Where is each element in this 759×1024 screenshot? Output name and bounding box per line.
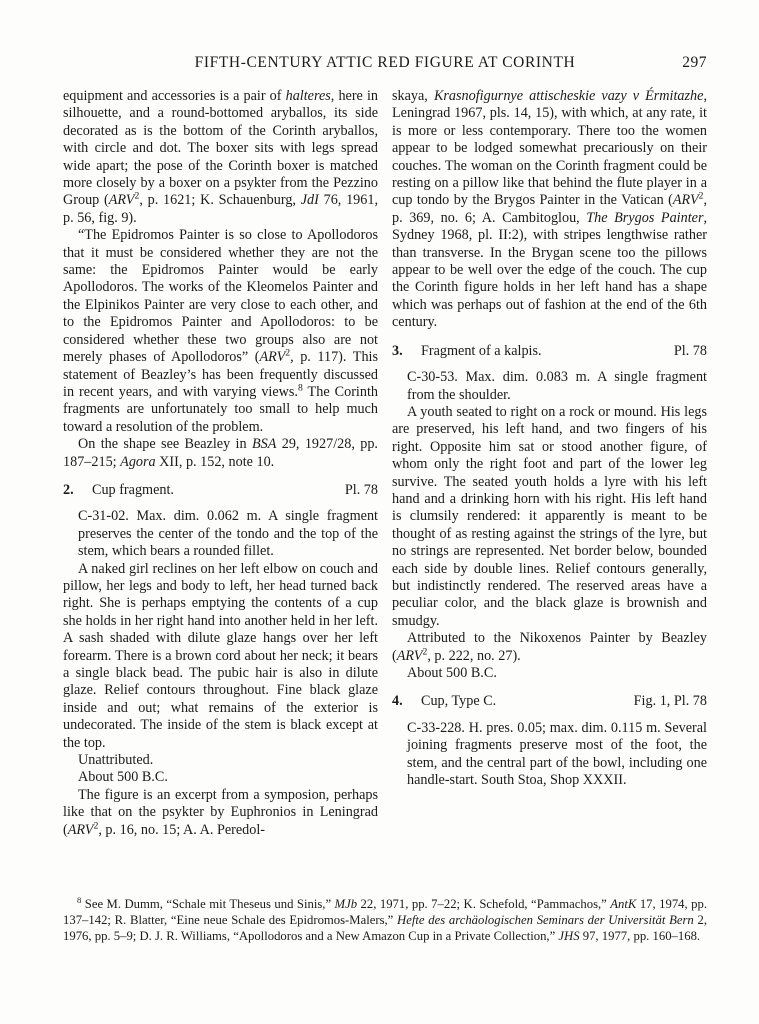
catalog-entry-4-heading <box>392 693 707 710</box>
page-header <box>63 54 707 72</box>
entry-2-number: 2. <box>63 481 74 498</box>
paragraph-peredolskaya-continuation: skaya, Krasnofigurnye attischeskie vazy v Érmitazhe, Leningrad 1967, pls. 14, 15), with which, at any rate, it is more or less contemporary. There too the women appear to be lodged somewhat precariously on their couches. The woman on the Corinth fragment could be resting on a pillow like that behind the flute player in a cup tondo by the Brygos Painter in the Vatican (ARV$^2$, p. 369, no. 6; A. Cambitoglou, The Brygos Painter, Sydney 1968, pl. II:2), with stripes lengthwise rather than transverse. In the Brygan scene too the pillows appear to be well over the edge of the couch. The cup the Corinth figure holds in her left hand has a shape which was perhaps out of fashion at the end of the 6th century. <box>392 88 708 331</box>
entry-3-plate-ref: Pl. 78 <box>673 342 707 359</box>
line-unattributed: Unattributed. <box>78 752 154 769</box>
entry-4-description: C-33-228. H. pres. 0.05; max. dim. 0.115 m. Several joining fragments preserve most of the foot, the stem, and the central part of the bowl, including one handle-start. South Stoa, Shop XXXII. <box>407 719 707 789</box>
paragraph-symposion: The figure is an excerpt from a symposion, perhaps like that on the psykter by Euphronios in Leningrad (ARV$^2$, p. 16, no. 15; A. A. Peredol- <box>63 786 378 838</box>
text-columns <box>63 88 707 839</box>
paragraph-attribution: Attributed to the Nikoxenos Painter by Beazley (ARV$^2$, p. 222, no. 27). <box>392 630 707 664</box>
paragraph-seated-youth: A youth seated to right on a rock or mound. His legs are preserved, his left hand, and two fingers of his right. Opposite him sat or stood another figure, of whom only the right foot and part of the lower leg survive. The seated youth holds a lyre with his left hand and a drinking horn with his right. His left hand is clumsily rendered: it apparently is meant to be thought of as resting against the strings of the lyre, but no strings are represented. Net border below, bounded each side by double lines. Relief contours generally, but indistinctly rendered. The reserved areas have a peculiar color, and the black glaze is brownish and smudgy. <box>392 403 707 629</box>
catalog-entry-2-heading <box>63 482 378 499</box>
paragraph-epidromos-quote: “The Epidromos Painter is so close to Apollodoros that it must be considered whether they are not the same: the Epidromos Painter would be early Apollodoros. The works of the Kleomelos Painter and the Elpinikos Painter are very close to each other, and to the Epidromos Painter and Apollodoros: to be considered whether these two groups also are not merely phases of Apollodoros” (ARV$^2$, p. 117). This statement of Beazley’s has been frequently discussed in recent years, and with varying views.$^8$ The Corinth fragments are unfortunately too small to help much toward a resolution of the problem. <box>63 227 378 435</box>
left-column <box>63 88 378 839</box>
page-title: FIFTH-CENTURY ATTIC RED FIGURE AT CORINTH <box>194 54 576 71</box>
right-column <box>392 88 707 839</box>
entry-3-title: Fragment of a kalpis. <box>421 342 542 359</box>
entry-2-description: C-31-02. Max. dim. 0.062 m. A single fragment preserves the center of the tondo and the top of the stem, which bears a rounded fillet. <box>78 508 378 560</box>
footnote-8: $^8$ See M. Dumm, “Schale mit Theseus und Sinis,” MJb 22, 1971, pp. 7–22; K. Schefold, “Pammachos,” AntK 17, 1974, pp. 137–142; R. Blatter, “Eine neue Schale des Epidromos-Malers,” Hefte des archäologischen Seminars der Universität Bern 2, 1976, pp. 5–9; D. J. R. Williams, “Apollodoros and a New Amazon Cup in a Private Collection,” JHS 97, 1977, pp. 160–168. <box>63 894 708 944</box>
catalog-entry-3-heading <box>392 343 707 360</box>
entry-4-plate-ref: Fig. 1, Pl. 78 <box>633 693 707 710</box>
page-number: 297 <box>682 54 707 71</box>
entry-2-plate-ref: Pl. 78 <box>344 481 378 498</box>
line-date-entry-3: About 500 B.C. <box>407 665 497 681</box>
entry-3-number: 3. <box>392 342 403 359</box>
entry-4-title: Cup, Type C. <box>421 693 497 710</box>
paragraph-boxer-continuation: equipment and accessories is a pair of halteres, here in silhouette, and a round-bottomed aryballos, its side decorated as is the bottom of the Corinth aryballos, with circle and dot. The boxer sits with legs spread wide apart; the pose of the Corinth boxer is matched more closely by a boxer on a psykter from the Pezzino Group (ARV$^2$, p. 1621; K. Schauenburg, JdI 76, 1961, p. 56, fig. 9). <box>63 88 378 226</box>
paragraph-naked-girl: A naked girl reclines on her left elbow on couch and pillow, her legs and body to left, her head turned back right. She is perhaps emptying the contents of a cup she holds in her right hand into another held in her left. A sash shaded with dilute glaze hangs over her left forearm. There is a brown cord about her neck; it bears a single black bead. The pubic hair is also in dilute glaze. Relief contours throughout. Fine black glaze inside and out; what remains of the exterior is undecorated. The inside of the stem is black except at the top. <box>63 560 378 751</box>
entry-2-title: Cup fragment. <box>92 481 174 498</box>
entry-3-description: C-30-53. Max. dim. 0.083 m. A single fragment from the shoulder. <box>407 369 707 403</box>
line-date-entry-2: About 500 B.C. <box>78 769 168 786</box>
paragraph-shape-reference: On the shape see Beazley in BSA 29, 1927/28, pp. 187–215; Agora XII, p. 152, note 10. <box>63 436 378 470</box>
entry-4-number: 4. <box>392 693 403 710</box>
